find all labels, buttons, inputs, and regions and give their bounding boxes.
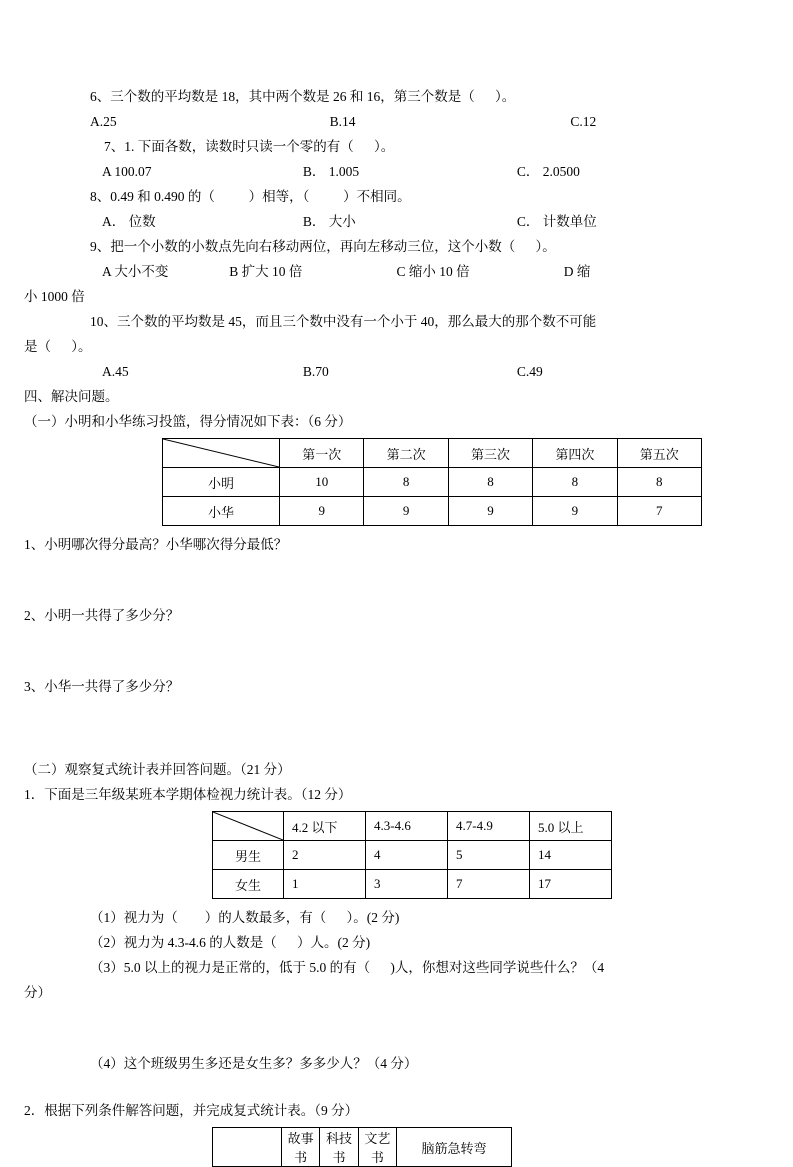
books-table <box>212 1127 512 1167</box>
answer-space <box>62 699 731 757</box>
question-10-option-a[interactable]: A.45 <box>102 364 129 379</box>
table-row <box>213 870 612 899</box>
table-header-cell: 第一次 <box>280 439 364 468</box>
part-2-subquestion-3: （3）5.0 以上的视力是正常的，低于 5.0 的有（ )人，你想对这些同学说些什么？（4 <box>90 960 605 975</box>
question-8-options <box>62 209 731 234</box>
question-6-stem: 6、三个数的平均数是 18，其中两个数是 26 和 16，第三个数是（ ）。 <box>90 89 516 104</box>
answer-space <box>62 628 731 674</box>
vision-table-wrap <box>62 811 731 899</box>
question-7-option-c[interactable]: C． 2.0500 <box>516 164 580 179</box>
table-cell: 9 <box>533 497 617 526</box>
question-10-stem: 10、三个数的平均数是 45，而且三个数中没有一个小于 40，那么最大的那个数不可能 <box>90 314 597 329</box>
table-row <box>213 841 612 870</box>
table-cell: 8 <box>533 468 617 497</box>
table-cell: 2 <box>284 841 366 870</box>
question-10-option-c[interactable]: C.49 <box>516 364 543 379</box>
question-9-option-d-continuation: 小 1000 倍 <box>24 289 85 304</box>
table-corner-cell <box>213 1128 282 1167</box>
table-cell: 8 <box>448 468 532 497</box>
part-1-question-3: 3、小华一共得了多少分？ <box>24 679 180 694</box>
question-8-option-b[interactable]: B． 大小 <box>302 214 356 229</box>
row-label: 小明 <box>163 468 280 497</box>
table-corner-cell <box>163 439 280 468</box>
question-9-option-d[interactable]: D 缩 <box>563 264 591 279</box>
answer-space <box>62 1005 731 1051</box>
part-2-subquestion-4: （4）这个班级男生多还是女生多？多多少人？（4 分） <box>90 1056 418 1071</box>
question-10-option-b[interactable]: B.70 <box>302 364 329 379</box>
scores-table-wrap <box>62 438 731 526</box>
row-label: 男生 <box>213 841 284 870</box>
table-cell: 17 <box>530 870 612 899</box>
question-9-option-c[interactable]: C 缩小 10 倍 <box>396 264 470 279</box>
answer-space <box>62 1076 731 1098</box>
diagonal-line-icon <box>163 439 279 467</box>
question-7-option-a[interactable]: A 100.07 <box>102 164 152 179</box>
table-header-cell: 第四次 <box>533 439 617 468</box>
part-2-subquestion-3-continuation: 分） <box>24 985 51 1000</box>
table-cell: 14 <box>530 841 612 870</box>
table-cell: 10 <box>280 468 364 497</box>
question-9-stem: 9、把一个小数的小数点先向右移动两位，再向左移动三位，这个小数（ ）。 <box>90 239 556 254</box>
table-row <box>163 468 702 497</box>
table-header-cell: 第五次 <box>617 439 701 468</box>
row-label: 小华 <box>163 497 280 526</box>
part-2-subquestion-2: （2）视力为 4.3-4.6 的人数是（ ）人。(2 分) <box>90 935 371 950</box>
table-header-cell: 5.0 以上 <box>530 812 612 841</box>
scores-table <box>162 438 702 526</box>
question-7-option-b[interactable]: B． 1.005 <box>302 164 360 179</box>
table-cell: 4 <box>366 841 448 870</box>
table-header-cell: 脑筋急转弯 <box>397 1128 512 1167</box>
part-2-subquestion-1: （1）视力为（ ）的人数最多，有（ ）。(2 分) <box>90 910 400 925</box>
question-10-options <box>62 359 731 384</box>
part-2-item-2-title: 2．根据下列条件解答问题，并完成复式统计表。（9 分） <box>24 1103 359 1118</box>
question-8-stem: 8、0.49 和 0.490 的（ ）相等，（ ）不相同。 <box>90 189 411 204</box>
question-9-option-a[interactable]: A 大小不变 <box>102 264 169 279</box>
table-row <box>163 497 702 526</box>
question-8-option-a[interactable]: A． 位数 <box>102 214 156 229</box>
table-cell: 8 <box>364 468 448 497</box>
table-header-cell: 4.7-4.9 <box>448 812 530 841</box>
diagonal-line-icon <box>213 812 283 840</box>
table-header-row <box>213 1128 512 1167</box>
part-1-title: （一）小明和小华练习投篮，得分情况如下表：（6 分） <box>24 414 352 429</box>
row-label: 女生 <box>213 870 284 899</box>
table-cell: 9 <box>280 497 364 526</box>
part-2-title: （二）观察复式统计表并回答问题。（21 分） <box>24 762 291 777</box>
table-cell: 3 <box>366 870 448 899</box>
question-10-stem-line2: 是（ ）。 <box>24 339 92 354</box>
table-header-cell: 4.2 以下 <box>284 812 366 841</box>
table-header-cell: 第二次 <box>364 439 448 468</box>
question-9-options <box>62 259 731 284</box>
question-7-stem: 7、1. 下面各数，读数时只读一个零的有（ ）。 <box>104 139 395 154</box>
table-corner-cell <box>213 812 284 841</box>
table-header-cell: 文艺书 <box>358 1128 396 1167</box>
question-9-option-b[interactable]: B 扩大 10 倍 <box>229 264 303 279</box>
part-2-item-1-title: 1．下面是三年级某班本学期体检视力统计表。（12 分） <box>24 787 352 802</box>
vision-table <box>212 811 612 899</box>
part-1-question-2: 2、小明一共得了多少分？ <box>24 608 180 623</box>
table-header-cell: 4.3-4.6 <box>366 812 448 841</box>
table-cell: 7 <box>617 497 701 526</box>
question-6-option-c[interactable]: C.12 <box>570 114 597 129</box>
question-7-options <box>62 159 731 184</box>
question-6-options <box>62 109 731 134</box>
table-cell: 5 <box>448 841 530 870</box>
table-header-row <box>163 439 702 468</box>
table-header-cell: 故事书 <box>282 1128 320 1167</box>
table-cell: 9 <box>364 497 448 526</box>
question-6-option-a[interactable]: A.25 <box>90 114 117 129</box>
table-cell: 1 <box>284 870 366 899</box>
table-header-cell: 第三次 <box>448 439 532 468</box>
books-table-wrap <box>62 1127 731 1167</box>
table-cell: 7 <box>448 870 530 899</box>
question-8-option-c[interactable]: C． 计数单位 <box>516 214 597 229</box>
table-cell: 8 <box>617 468 701 497</box>
part-1-question-1: 1、小明哪次得分最高？小华哪次得分最低？ <box>24 537 288 552</box>
table-header-cell: 科技书 <box>320 1128 358 1167</box>
table-header-row <box>213 812 612 841</box>
table-cell: 9 <box>448 497 532 526</box>
section-4-heading: 四、解决问题。 <box>24 389 119 404</box>
question-6-option-b[interactable]: B.14 <box>329 114 356 129</box>
answer-space <box>62 557 731 603</box>
